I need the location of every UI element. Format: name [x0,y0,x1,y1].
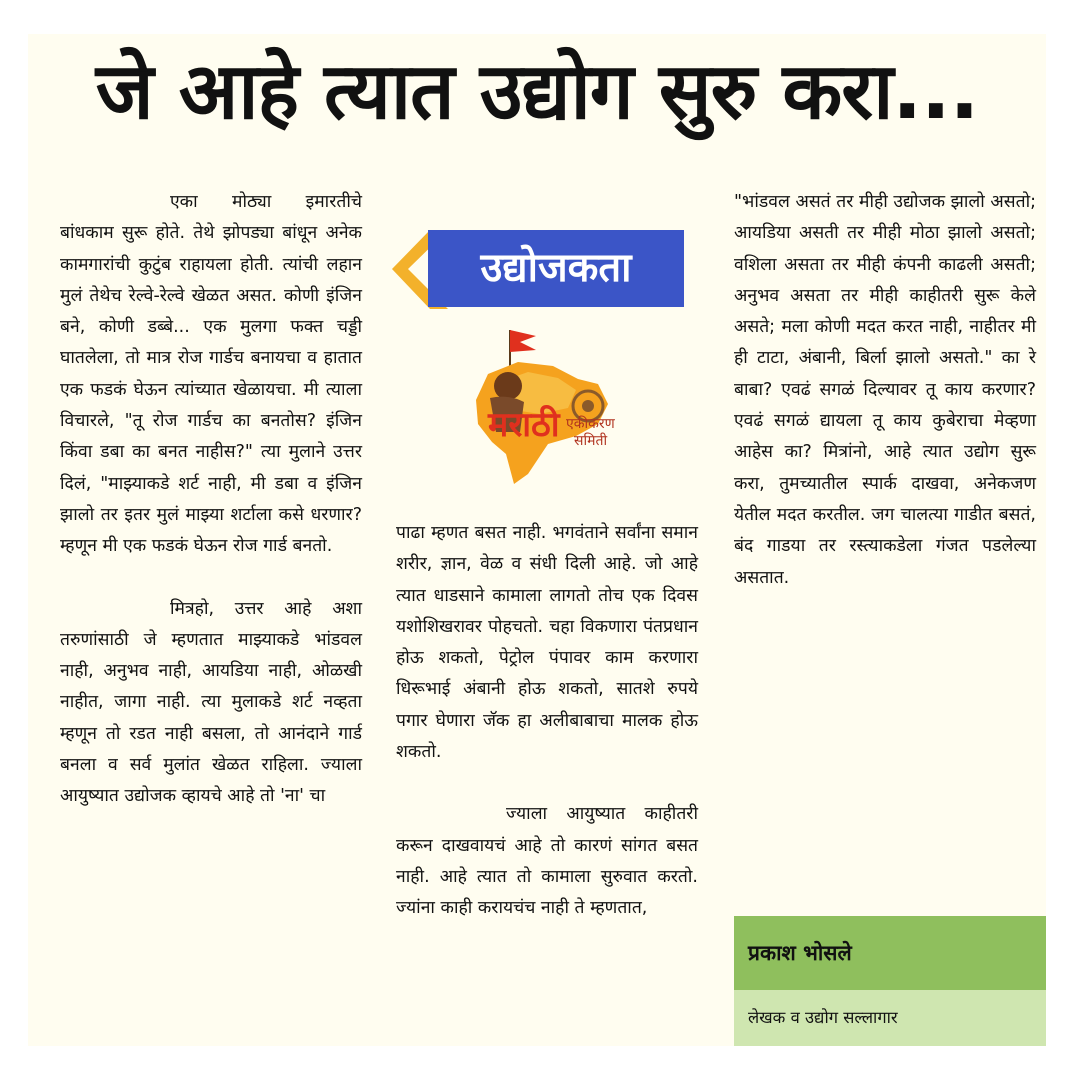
headline: जे आहे त्यात उद्योग सुरु करा... [95,47,979,137]
category-banner [388,227,688,312]
logo-sub-text-2: समिती [574,433,608,449]
logo-main-text: मराठी [488,405,560,445]
paragraph: "भांडवल असतं तर मीही उद्योजक झालो असतो; आयडिया असती तर मीही मोठा झालो असतो; वशिला असता तर मीही कंपनी काढली असती; अनुभव असता तर मीही काहीतरी सुरू केले असते; मला कोणी मदत करत नाही, नाहीतर मी ही टाटा, अंबानी, बिर्ला झालो असतो." का रे बाबा? एवढं सगळं दिल्यावर तू काय करणार? एवढं सगळं द्यायला तू काय कुबेराचा मेव्हणा आहेस का? मित्रांनो, आहे त्यात उद्योग सुरू करा, तुमच्यातील स्पार्क दाखवा, अनेकजण येतील मदत करतील. जग चालत्या गाडीत बसतं, बंद गाडया तर रस्त्याकडेला गंजत पडलेल्या असतात. [734,192,1036,588]
marathi-ekikaran-samiti-logo [448,324,638,494]
author-role: लेखक व उद्योग सल्लागार [734,990,1046,1046]
author-name: प्रकाश भोसले [734,916,1046,990]
article-column-1 [60,187,362,813]
newspaper-page [28,34,1046,1046]
category-label: उद्योजकता [428,230,684,307]
author-box [734,916,1046,1046]
paragraph: ज्याला आयुष्यात काहीतरी करून दाखवायचं आहे तो कारणं सांगत बसत नाही. आहे त्यात तो कामाला सुरुवात करतो. ज्यांना काही करायचंच नाही ते म्हणतात, [396,804,698,919]
logo-sub-text-1: एकीकरण [566,416,615,432]
paragraph: पाढा म्हणत बसत नाही. भगवंताने सर्वांना समान शरीर, ज्ञान, वेळ व संधी दिली आहे. जो आहे त्यात धाडसाने कामाला लागतो तोच एक दिवस यशोशिखरावर पोहचतो. चहा विकणारा पंतप्रधान होऊ शकतो, पेट्रोल पंपावर काम करणारा धिरूभाई अंबानी होऊ शकतो, सातशे रुपये पगार घेणारा जॅक हा अलीबाबाचा मालक होऊ शकतो. [396,523,698,763]
paragraph: मित्रहो, उत्तर आहे अशा तरुणांसाठी जे म्हणतात माझ्याकडे भांडवल नाही, अनुभव नाही, आयडिया नाही, ओळखी नाहीत, जागा नाही. त्या मुलाकडे शर्ट नव्हता म्हणून तो रडत नाही बसला, तो आनंदाने गार्ड बनला व सर्व मुलांत खेळत राहिला. ज्याला आयुष्यात उद्योजक व्हायचे आहे तो 'ना' चा [60,598,362,807]
article-column-3 [734,187,1036,594]
paragraph: एका मोठ्या इमारतीचे बांधकाम सुरू होते. तेथे झोपड्या बांधून अनेक कामगारांची कुटुंब राहायला होती. त्यांची लहान मुलं तेथेच रेल्वे-रेल्वे खेळत असत. कोणी इंजिन बने, कोणी डब्बे... एक मुलगा फक्त चड्डी घातलेला, तो मात्र रोज गार्डच बनायचा व हातात एक फडकं घेऊन त्यांच्यात खेळायचा. मी त्याला विचारले, "तू रोज गार्डच का बनतोस? इंजिन किंवा डबा का बनत नाहीस?" त्या मुलाने उत्तर दिलं, "माझ्याकडे शर्ट नाही, मी डबा व इंजिन झालो तर इतर मुलं माझ्या शर्टाला कसे धरणार? म्हणून मी एक फडकं घेऊन रोज गार्ड बनतो. [60,192,362,557]
article-column-2 [396,518,698,925]
